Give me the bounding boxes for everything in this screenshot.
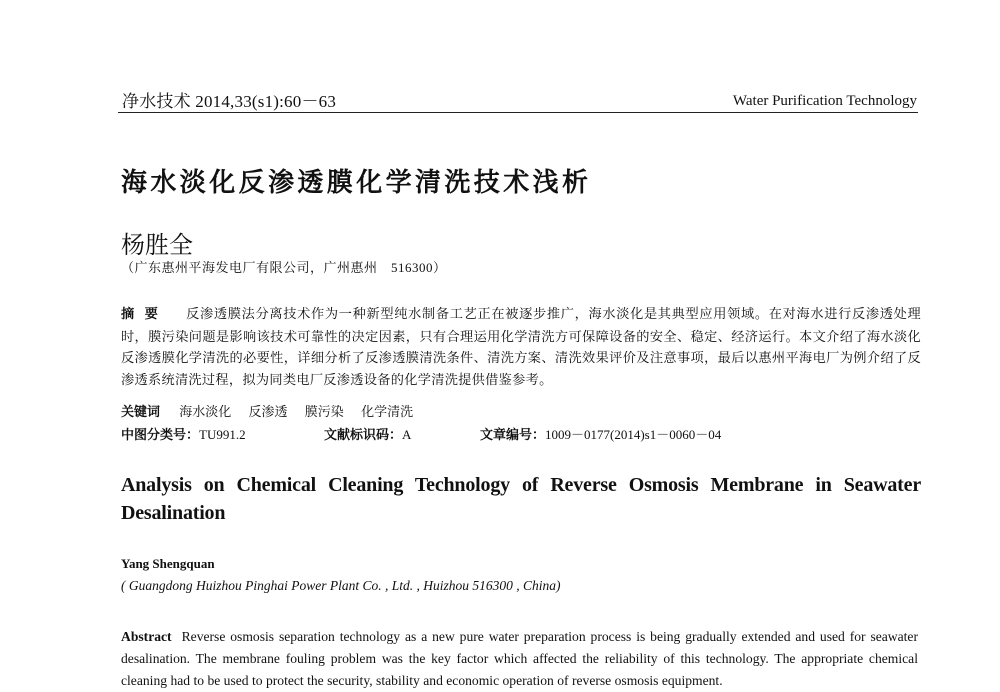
doc-code-value: A <box>402 427 412 442</box>
author-name-en: Yang Shengquan <box>121 556 215 571</box>
keyword: 膜污染 <box>304 404 344 419</box>
abstract-label-cn: 摘要 <box>121 307 169 322</box>
article-number <box>480 424 721 443</box>
doc-code-label: 文献标识码： <box>324 428 403 443</box>
keywords-label: 关键词 <box>121 405 161 420</box>
clc-number <box>121 424 246 443</box>
article-title-cn: 海水淡化反渗透膜化学清洗技术浅析 <box>121 168 592 198</box>
journal-name-en: Water Purification Technology <box>732 93 917 109</box>
author-affiliation-en: ( Guangdong Huizhou Pinghai Power Plant Co. , Ltd. , Huizhou 516300 , China) <box>121 578 561 593</box>
keyword: 化学清洗 <box>361 404 414 419</box>
abstract-en <box>121 626 918 692</box>
abstract-text-cn: 反渗透膜法分离技术作为一种新型纯水制备工艺正在被逐步推广，海水淡化是其典型应用领域。在对海水进行反渗透处理时，膜污染问题是影响该技术可靠性的决定因素，只有合理运用化学清洗方可保障设备的安全、稳定、经济运行。本文介绍了海水淡化反渗透膜化学清洗的必要性，详细分析了反渗透膜清洗条件、清洗方案、清洗效果评价及注意事项，最后以惠州平海电厂为例介绍了反渗透系统清洗过程，拟为同类电厂反渗透设备的化学清洗提供借鉴参考。 <box>121 306 921 387</box>
article-no-label: 文章编号： <box>480 428 546 443</box>
author-name-cn: 杨胜全 <box>121 233 193 259</box>
abstract-label-en: Abstract <box>121 629 172 644</box>
abstract-text-en: Reverse osmosis separation technology as a new pure water preparation process is being gradually extended and used for seawater desalination. The membrane fouling problem was the key factor which affected the reliability of this technology. The appropriate chemical cleaning had to be used to protect the security, stability and economic operation of reverse osmosis equipment. <box>121 629 918 688</box>
document-code <box>324 424 411 443</box>
abstract-cn <box>121 303 921 390</box>
journal-citation: 净水技术 2014,33(s1):60－63 <box>122 92 337 111</box>
article-title-en: Analysis on Chemical Cleaning Technology of Reverse Osmosis Membrane in Seawater Desalination <box>121 474 921 524</box>
header-rule <box>118 112 918 113</box>
keywords-cn <box>121 401 427 420</box>
clc-label: 中图分类号： <box>121 428 200 443</box>
keyword: 反渗透 <box>248 404 288 419</box>
article-no-value: 1009－0177(2014)s1－0060－04 <box>545 427 722 442</box>
author-affiliation-cn: （广东惠州平海发电厂有限公司，广州惠州 516300） <box>121 260 447 275</box>
keyword: 海水淡化 <box>179 404 232 419</box>
clc-value: TU991.2 <box>199 427 246 442</box>
